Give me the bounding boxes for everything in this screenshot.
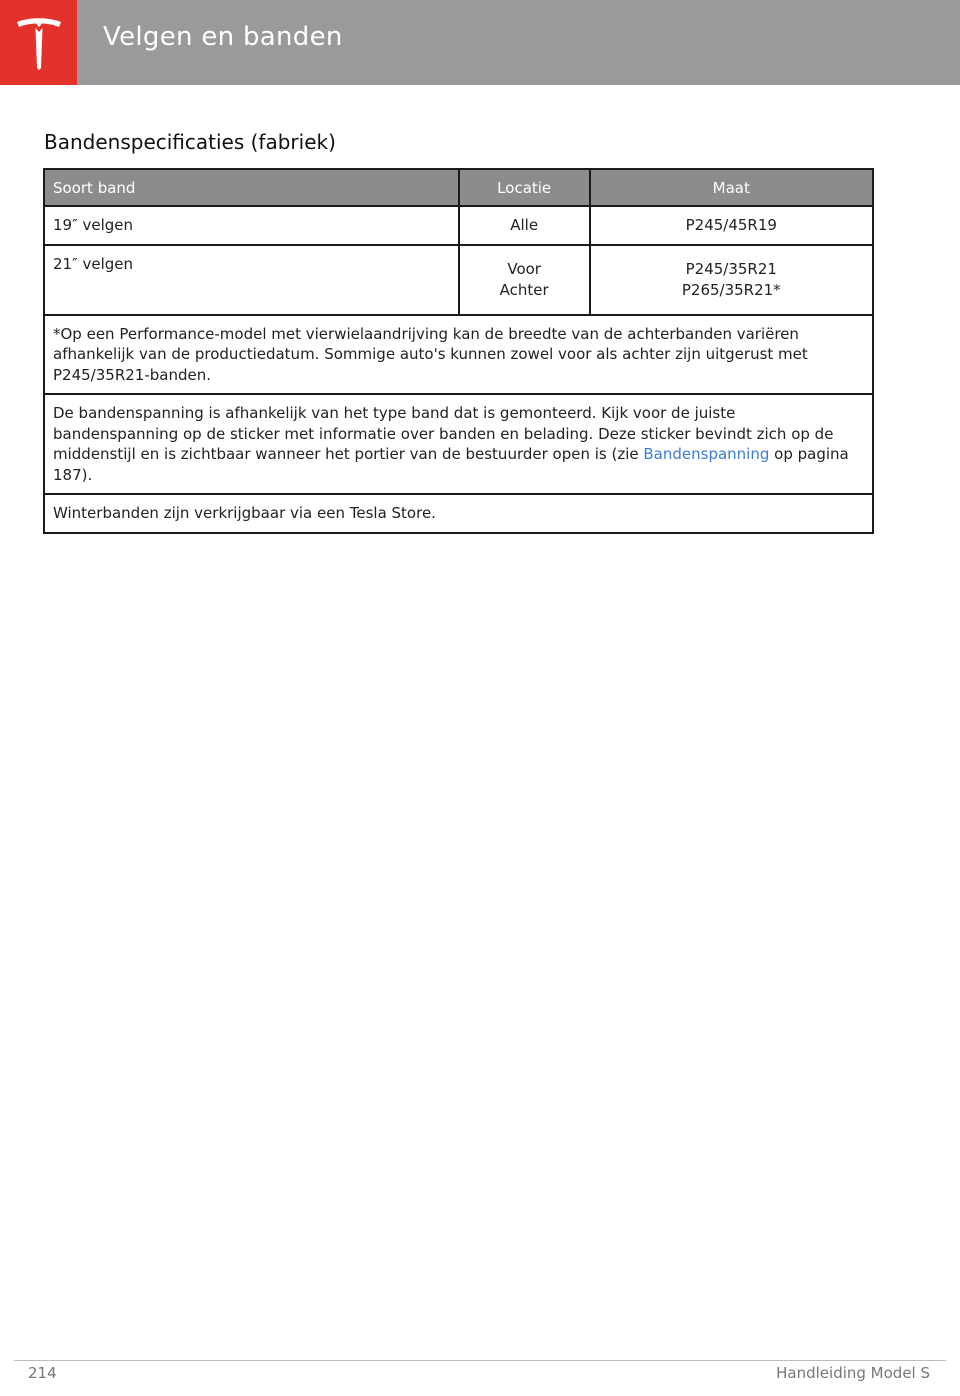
footer-divider (14, 1360, 946, 1361)
chapter-title: Velgen en banden (103, 22, 343, 52)
table-row (44, 494, 873, 533)
tesla-logo (0, 0, 77, 85)
cell-type: 21″ velgen (44, 245, 459, 315)
column-header-location: Locatie (459, 169, 590, 206)
tire-pressure-link[interactable]: Bandenspanning (643, 445, 770, 463)
size-front: P245/35R21 (685, 260, 777, 278)
table-header-row (44, 169, 873, 206)
note-winter-tires: Winterbanden zijn verkrijgbaar via een Tesla Store. (44, 494, 873, 533)
note-pressure-text: De bandenspanning is afhankelijk van het type band dat is gemonteerd. Kijk voor de juiste bandenspanning op de sticker met informatie over banden en belading. Deze sticker bevindt zich op de middenstijl en is zichtbaar wanneer het portier van de bestuurder open is (zie (53, 404, 834, 463)
tesla-t-logo-icon (15, 16, 63, 70)
table-row (44, 245, 873, 315)
location-rear: Achter (499, 280, 549, 299)
cell-location: Alle (459, 206, 590, 245)
size-rear: P265/35R21* (681, 280, 781, 299)
tire-spec-table (43, 168, 874, 534)
note-performance: *Op een Performance-model met vierwielaandrijving kan de breedte van de achterbanden variëren afhankelijk van de productiedatum. Sommige auto's kunnen zowel voor als achter zijn uitgerust met P245/35R21-banden. (44, 315, 873, 395)
section-title: Bandenspecificaties (fabriek) (44, 130, 336, 154)
note-pressure-page: op pagina 187). (53, 445, 849, 484)
column-header-size: Maat (590, 169, 873, 206)
manual-title: Handleiding Model S (776, 1364, 930, 1382)
column-header-type: Soort band (44, 169, 459, 206)
cell-location (459, 245, 590, 315)
table-row (44, 206, 873, 245)
page-header (0, 0, 960, 85)
table-row (44, 315, 873, 395)
page-number: 214 (28, 1364, 57, 1382)
table-row (44, 394, 873, 494)
cell-size: P245/45R19 (590, 206, 873, 245)
note-tire-pressure (44, 394, 873, 494)
cell-type: 19″ velgen (44, 206, 459, 245)
cell-size (590, 245, 873, 315)
location-front: Voor (507, 260, 541, 278)
